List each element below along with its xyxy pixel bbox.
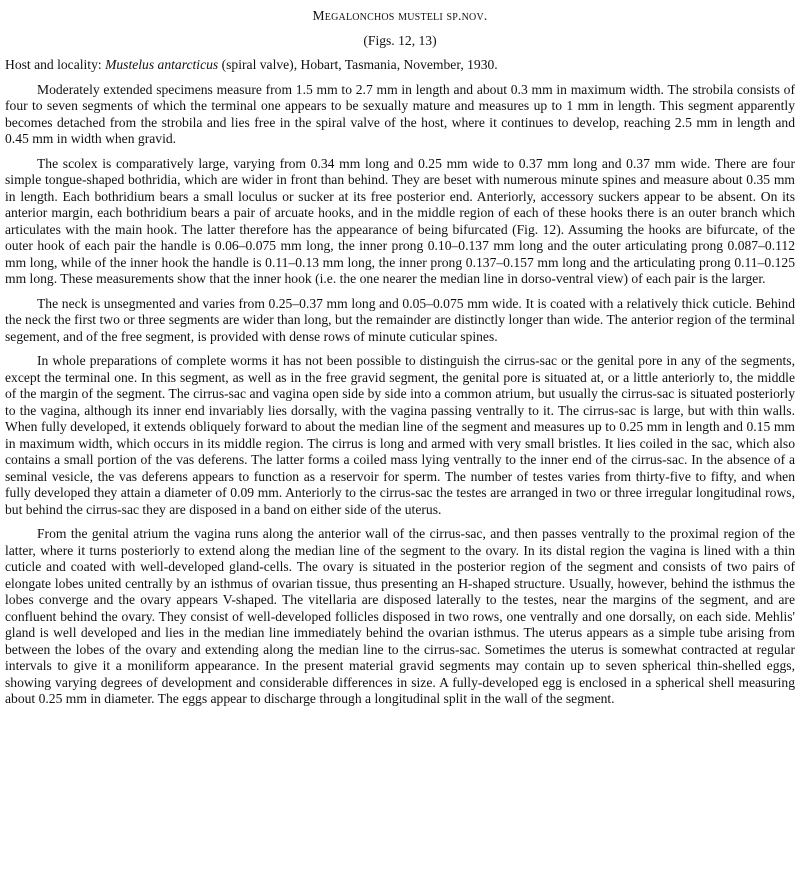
paragraph-neck: The neck is unsegmented and varies from 0.25–0.37 mm long and 0.05–0.075 mm wide. It is coated with a relatively thick cuticle. Behind the neck the first two or three segments are wider than long, but the remainder are distinctly longer than wide. The anterior region of the terminal segement, and of the free segment, is provided with dense rows of minute cuticular spines.: [5, 295, 795, 344]
paragraph-scolex: The scolex is comparatively large, varying from 0.34 mm long and 0.25 mm wide to 0.37 mm long and 0.37 mm wide. There are four simple tongue-shaped bothridia, which are wider in front than behind. They are beset with numerous minute spines and measure about 0.35 mm in length. Each bothridium bears a small loculus or sucker at its free posterior end. Anteriorly, accessory suckers appear to be absent. On its anterior margin, each bothridium bears a pair of arcuate hooks, and in the middle region of each of these hooks there is an outer branch which articulates with the main hook. The latter therefore has the appearance of being bifurcated (Fig. 12). Assuming the hooks are bifurcate, of the outer hook of each pair the handle is 0.06–0.075 mm long, the inner prong 0.10–0.137 mm long and the outer articulating prong 0.087–0.112 mm long, while of the inner hook the handle is 0.11–0.13 mm long, the inner prong 0.137–0.157 mm long and the articulating prong 0.11–0.125 mm long. These measurements show that the inner hook (i.e. the one nearer the median line in dorso-ventral view) of each pair is the larger.: [5, 155, 795, 286]
host-and-locality: [5, 57, 795, 74]
paragraph-vagina-ovary: From the genital atrium the vagina runs along the anterior wall of the cirrus-sac, and then passes ventrally to the proximal region of the latter, where it turns posteriorly to extend along the median line of the segment to the ovary. In its distal region the vagina is lined with a thin cuticle and coated with well-developed gland-cells. The ovary is situated in the posterior region of the segment and consists of two pairs of elongate lobes united centrally by an isthmus of ovarian tissue, thus presenting an H-shaped structure. Usually, however, behind the isthmus the lobes converge and the ovary appears V-shaped. The vitellaria are disposed laterally to the testes, near the margins of the segment, and are confluent behind the ovary. They consist of well-developed follicles disposed in two rows, one ventrally and one dorsally, on each side. Mehlis' gland is well developed and lies in the median line immediately behind the ovarian isthmus. The uterus appears as a simple tube arising from between the lobes of the ovary and extending along the median line to the cirrus-sac. Sometimes the uterus is somewhat contracted at regular intervals to give it a moniliform appearance. In the present material gravid segments may contain up to seven spherical thin-shelled eggs, showing varying degrees of development and considerable differences in size. A fully-developed egg is enclosed in a spherical shell measuring about 0.25 mm in diameter. The eggs appear to discharge through a longitudinal split in the wall of the segment.: [5, 526, 795, 706]
host-details: (spiral valve), Hobart, Tasmania, November, 1930.: [218, 57, 498, 72]
species-title: Megalonchos musteli sp.nov.: [312, 8, 488, 23]
host-label: Host and locality:: [5, 57, 106, 72]
figure-reference: (Figs. 12, 13): [363, 32, 437, 48]
paragraph-dimensions: Moderately extended specimens measure from 1.5 mm to 2.7 mm in length and about 0.3 mm in maximum width. The strobila consists of four to seven segments of which the terminal one appears to be sexually mature and measures up to 1 mm in length. This segment apparently becomes detached from the strobila and lies free in the spiral valve of the host, where it continues to develop, reaching 2.5 mm in length and 0.45 mm in width when gravid.: [5, 81, 795, 146]
paragraph-cirrus-sac: In whole preparations of complete worms it has not been possible to distinguish the cirrus-sac or the genital pore in any of the segments, except the terminal one. In this segment, as well as in the free gravid segment, the genital pore is situated at, or a little anteriorly to, the middle of the margin of the segment. The cirrus-sac and vagina open side by side into a common atrium, but usually the cirrus-sac is situated posteriorly to the vagina, although its inner end invariably lies dorsally, with the vagina passing ventrally to it. The cirrus-sac is large, but with thin walls. When fully developed, it extends obliquely forward to about the median line of the segment and measures up to 0.25 mm in length and 0.15 mm in maximum width, which occurs in its middle region. The cirrus is long and armed with very small bristles. It lies coiled in the sac, which also contains a small portion of the vas deferens. The latter forms a coiled mass lying ventrally to the inner end of the cirrus-sac. In the absence of a seminal vesicle, the vas deferens appears to function as a reservoir for sperm. The number of testes varies from thirty-five to fifty, and when fully developed they attain a diameter of 0.09 mm. Anteriorly to the cirrus-sac the testes are arranged in two or three irregular longitudinal rows, but behind the cirrus-sac they are disposed in a band on either side of the uterus.: [5, 353, 795, 517]
host-species: Mustelus antarcticus: [105, 57, 219, 72]
